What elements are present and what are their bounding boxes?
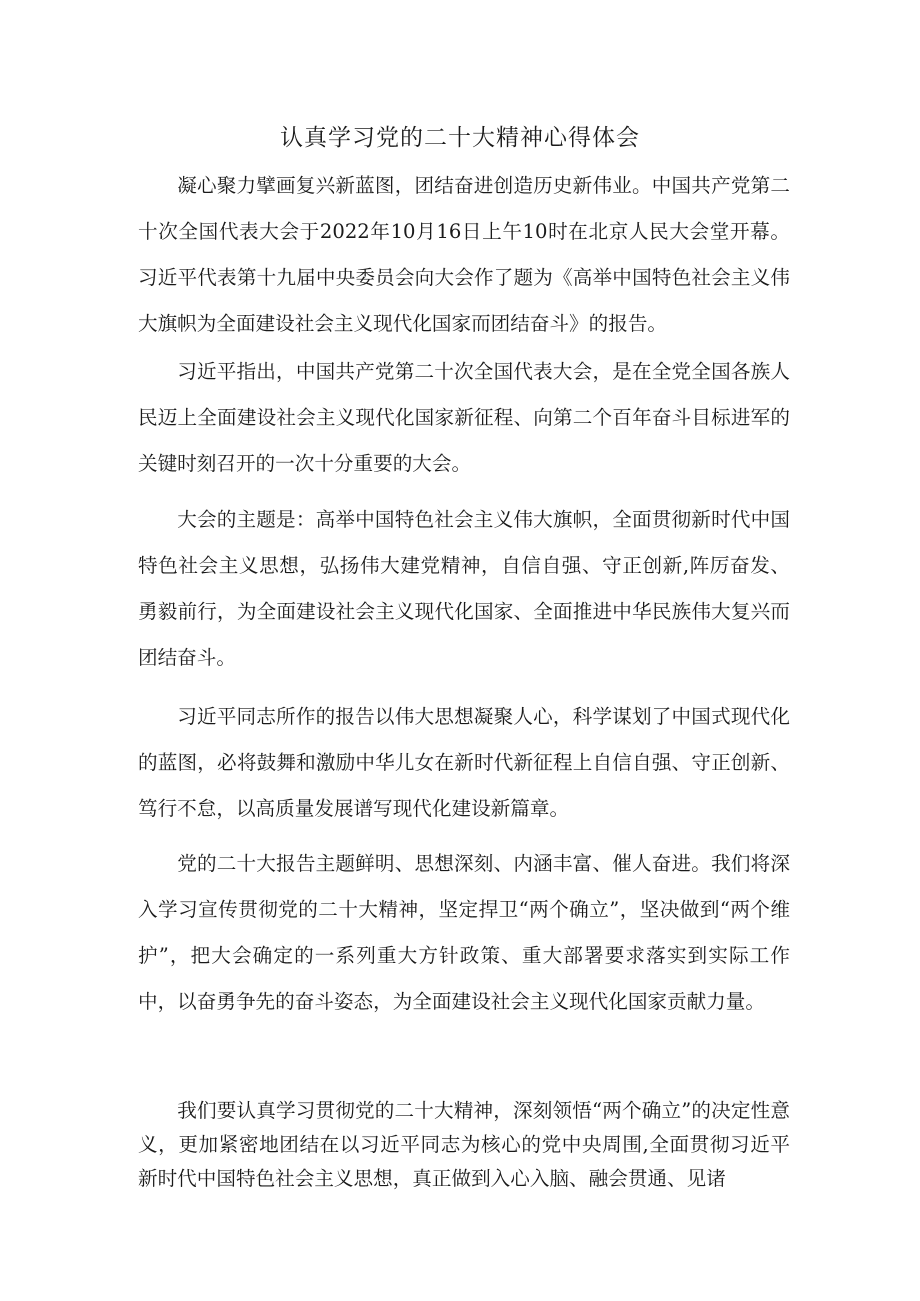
document-title: 认真学习党的二十大精神心得体会 bbox=[280, 125, 640, 151]
paragraph-3: 大会的主题是：高举中国特色社会主义伟大旗帜，全面贯彻新时代中国特色社会主义思想，弘扬伟大建党精神，自信自强、守正创新,阵厉奋发、勇毅前行，为全面建设社会主义现代化国家、全面推进中华民族伟大复兴而团结奋斗。 bbox=[138, 508, 790, 669]
paragraph-2: 习近平指出，中国共产党第二十次全国代表大会，是在全党全国各族人民迈上全面建设社会主义现代化国家新征程、向第二个百年奋斗目标进军的关键时刻召开的一次十分重要的大会。 bbox=[138, 360, 790, 475]
paragraph-1: 凝心聚力擘画复兴新蓝图，团结奋进创造历史新伟业。中国共产党第二十次全国代表大会于2022年10月16日上午10时在北京人民大会堂开幕。习近平代表第十九届中央委员会向大会作了题为《高举中国特色社会主义伟大旗帜为全面建设社会主义现代化国家而团结奋斗》的报告。 bbox=[138, 174, 790, 335]
paragraph-4: 习近平同志所作的报告以伟大思想凝聚人心，科学谋划了中国式现代化的蓝图，必将鼓舞和激励中华儿女在新时代新征程上自信自强、守正创新、笃行不怠，以高质量发展谱写现代化建设新篇章。 bbox=[138, 705, 790, 820]
paragraph-5: 党的二十大报告主题鲜明、思想深刻、内涵丰富、催人奋进。我们将深入学习宣传贯彻党的二十大精神，坚定捍卫“两个确立”，坚决做到“两个维护”，把大会确定的一系列重大方针政策、重大部署要求落实到实际工作中，以奋勇争先的奋斗姿态，为全面建设社会主义现代化国家贡献力量。 bbox=[138, 852, 790, 1013]
paragraph-6: 我们要认真学习贯彻党的二十大精神，深刻领悟“两个确立”的决定性意义，更加紧密地团结在以习近平同志为核心的党中央周围,全面贯彻习近平新时代中国特色社会主义思想，真正做到入心入脑、融会贯通、见诸 bbox=[138, 1099, 790, 1190]
